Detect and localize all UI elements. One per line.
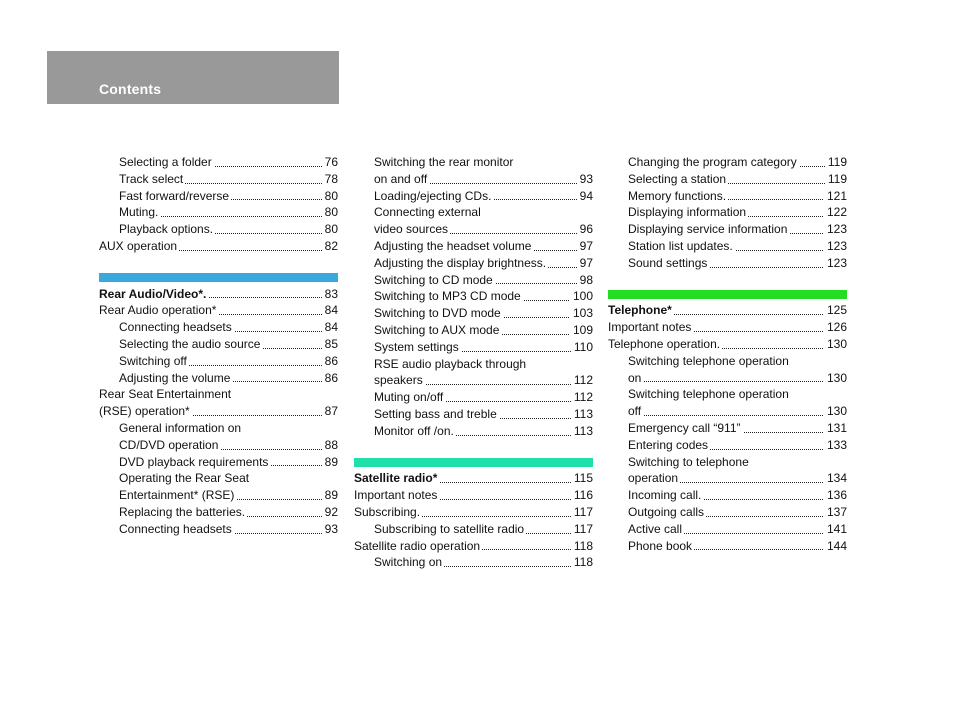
toc-entry[interactable] xyxy=(99,204,338,221)
toc-entry-title: Selecting a station xyxy=(628,171,727,186)
toc-entry-title: Connecting external xyxy=(374,205,481,220)
toc-page-number: 113 xyxy=(571,423,593,440)
page-title: Contents xyxy=(99,81,162,97)
toc-entry[interactable] xyxy=(99,154,338,171)
toc-entry[interactable] xyxy=(354,204,593,221)
toc-entry[interactable] xyxy=(608,504,847,521)
toc-page-number: 118 xyxy=(571,554,593,571)
toc-entry[interactable] xyxy=(354,406,593,423)
toc-entry-title: Switching to CD mode xyxy=(374,272,493,287)
toc-entry-title: Switching to MP3 CD mode xyxy=(374,289,521,304)
toc-entry-title: Displaying service information xyxy=(628,222,788,237)
toc-entry-title: Connecting headsets xyxy=(119,320,232,335)
toc-entry-title: (RSE) operation* xyxy=(99,404,190,419)
toc-page-number: 117 xyxy=(571,521,593,538)
toc-entry-title: off xyxy=(628,404,642,419)
toc-entry[interactable] xyxy=(99,487,338,504)
toc-entry[interactable] xyxy=(354,554,593,571)
toc-entry-title: Telephone operation. xyxy=(608,336,721,351)
toc-page-number: 76 xyxy=(322,154,338,171)
toc-entry-title: Switching on xyxy=(374,555,443,570)
toc-entry-title: Operating the Rear Seat xyxy=(119,471,250,486)
toc-page-number: 93 xyxy=(577,171,593,188)
toc-entry-title: Rear Seat Entertainment xyxy=(99,387,232,402)
toc-section-heading[interactable] xyxy=(354,470,593,487)
toc-entry[interactable] xyxy=(99,454,338,471)
toc-entry[interactable] xyxy=(354,188,593,205)
toc-entry-title: Adjusting the headset volume xyxy=(374,238,532,253)
toc-entry[interactable] xyxy=(608,487,847,504)
section-color-bar xyxy=(99,273,338,282)
toc-entry[interactable] xyxy=(608,470,847,487)
toc-entry-title: Subscribing to satellite radio xyxy=(374,521,525,536)
toc-page-number: 100 xyxy=(570,288,593,305)
toc-page-number: 94 xyxy=(577,188,593,205)
toc-entry[interactable] xyxy=(99,521,338,538)
toc-page-number: 80 xyxy=(322,204,338,221)
toc-entry[interactable] xyxy=(608,538,847,555)
toc-entry-title: Rear Audio/Video*. xyxy=(99,286,207,301)
toc-page-number: 98 xyxy=(577,272,593,289)
toc-entry-title: on and off xyxy=(374,171,428,186)
toc-entry[interactable] xyxy=(99,302,338,319)
toc-entry-title: System settings xyxy=(374,339,459,354)
toc-entry[interactable] xyxy=(354,305,593,322)
toc-page-number: 96 xyxy=(577,221,593,238)
toc-entry[interactable] xyxy=(354,389,593,406)
toc-entry-title: Telephone* xyxy=(608,303,672,318)
toc-entry-title: Emergency call “911” xyxy=(628,420,741,435)
toc-page-number: 134 xyxy=(824,470,847,487)
toc-column-2 xyxy=(354,154,593,571)
toc-entry[interactable] xyxy=(608,336,847,353)
toc-page-number: 126 xyxy=(824,319,847,336)
toc-page-number: 115 xyxy=(571,470,593,487)
toc-page-number: 87 xyxy=(322,403,338,420)
toc-page-number: 83 xyxy=(322,286,338,303)
toc-page-number: 97 xyxy=(577,255,593,272)
toc-entry-title: on xyxy=(628,370,642,385)
toc-page-number: 84 xyxy=(322,319,338,336)
toc-page-number: 144 xyxy=(824,538,847,555)
toc-page-number: 121 xyxy=(824,188,847,205)
toc-page-number: 141 xyxy=(824,521,847,538)
toc-entry-title: Switching to telephone xyxy=(628,454,749,469)
toc-page-number: 131 xyxy=(824,420,847,437)
toc-entry[interactable] xyxy=(608,255,847,272)
toc-entry-title: Adjusting the volume xyxy=(119,370,231,385)
toc-entry-title: Selecting the audio source xyxy=(119,336,261,351)
toc-entry-title: speakers xyxy=(374,373,423,388)
toc-page-number: 136 xyxy=(824,487,847,504)
toc-page-number: 125 xyxy=(824,302,847,319)
toc-entry-title: Track select xyxy=(119,171,184,186)
toc-page-number: 130 xyxy=(824,336,847,353)
toc-page-number: 86 xyxy=(322,370,338,387)
toc-page-number: 112 xyxy=(571,372,593,389)
toc-entry-title: Outgoing calls xyxy=(628,504,705,519)
section-color-bar xyxy=(608,290,847,299)
toc-entry[interactable] xyxy=(608,154,847,171)
toc-entry[interactable] xyxy=(99,504,338,521)
toc-entry-title: Active call xyxy=(628,521,683,536)
section-gap xyxy=(354,440,593,454)
toc-column-1 xyxy=(99,154,338,538)
toc-page-number: 86 xyxy=(322,353,338,370)
toc-entry-title: Memory functions. xyxy=(628,188,727,203)
toc-entry[interactable] xyxy=(608,238,847,255)
toc-page-number: 88 xyxy=(322,437,338,454)
toc-page-number: 118 xyxy=(571,538,593,555)
toc-page-number: 122 xyxy=(824,204,847,221)
dot-leader xyxy=(628,414,847,416)
toc-entry-title: Muting. xyxy=(119,205,159,220)
toc-entry-title: Phone book xyxy=(628,538,693,553)
toc-entry-title: Rear Audio operation* xyxy=(99,303,217,318)
toc-entry-title: Muting on/off xyxy=(374,390,444,405)
toc-page-number: 116 xyxy=(571,487,593,504)
toc-page-number: 89 xyxy=(322,487,338,504)
toc-entry[interactable] xyxy=(354,221,593,238)
toc-entry-title: Switching to DVD mode xyxy=(374,306,501,321)
toc-page-number: 113 xyxy=(571,406,593,423)
toc-entry[interactable] xyxy=(608,437,847,454)
toc-entry[interactable] xyxy=(354,538,593,555)
toc-entry[interactable] xyxy=(608,221,847,238)
toc-page-number: 103 xyxy=(570,305,593,322)
toc-entry[interactable] xyxy=(354,372,593,389)
toc-page-number: 80 xyxy=(322,221,338,238)
toc-entry-title: Switching the rear monitor xyxy=(374,155,514,169)
toc-page-number: 78 xyxy=(322,171,338,188)
toc-entry[interactable] xyxy=(99,386,338,403)
toc-entry-title: Monitor off /on. xyxy=(374,423,454,438)
toc-entry[interactable] xyxy=(354,255,593,272)
toc-entry-title: AUX operation xyxy=(99,238,178,253)
toc-entry[interactable] xyxy=(608,403,847,420)
contents-header-tab xyxy=(47,51,339,104)
toc-entry[interactable] xyxy=(608,454,847,471)
toc-entry[interactable] xyxy=(99,420,338,437)
toc-entry[interactable] xyxy=(608,188,847,205)
section-gap xyxy=(99,255,338,269)
toc-entry[interactable] xyxy=(608,386,847,403)
toc-entry[interactable] xyxy=(354,272,593,289)
toc-entry-title: RSE audio playback through xyxy=(374,356,527,371)
toc-entry-title: Changing the program category xyxy=(628,155,797,169)
toc-entry-title: Replacing the batteries. xyxy=(119,504,246,519)
toc-entry[interactable] xyxy=(608,319,847,336)
toc-page-number: 112 xyxy=(571,389,593,406)
toc-page-number: 123 xyxy=(824,255,847,272)
toc-entry-title: Important notes xyxy=(608,320,692,335)
toc-entry[interactable] xyxy=(354,154,593,171)
toc-entry[interactable] xyxy=(354,487,593,504)
toc-page-number: 89 xyxy=(322,454,338,471)
toc-column-3 xyxy=(608,154,847,554)
toc-entry[interactable] xyxy=(99,370,338,387)
dot-leader xyxy=(628,380,847,382)
toc-entry-title: Fast forward/reverse xyxy=(119,188,230,203)
toc-section-heading[interactable] xyxy=(99,286,338,303)
toc-entry[interactable] xyxy=(99,188,338,205)
toc-entry-title: Loading/ejecting CDs. xyxy=(374,188,492,203)
section-color-bar xyxy=(354,458,593,467)
toc-page-number: 123 xyxy=(824,221,847,238)
toc-entry[interactable] xyxy=(608,420,847,437)
toc-entry-title: Playback options. xyxy=(119,222,214,237)
toc-page-number: 117 xyxy=(571,504,593,521)
toc-entry-title: Sound settings xyxy=(628,255,708,270)
toc-entry-title: Switching to AUX mode xyxy=(374,322,500,337)
toc-entry-title: Displaying information xyxy=(628,205,747,220)
toc-section-heading[interactable] xyxy=(608,302,847,319)
toc-page-number: 137 xyxy=(824,504,847,521)
toc-entry-title: DVD playback requirements xyxy=(119,454,269,469)
toc-page-number: 109 xyxy=(570,322,593,339)
toc-entry[interactable] xyxy=(354,238,593,255)
toc-entry-title: video sources xyxy=(374,222,449,237)
toc-page-number: 80 xyxy=(322,188,338,205)
toc-entry[interactable] xyxy=(354,521,593,538)
toc-entry-title: Subscribing. xyxy=(354,504,421,519)
toc-page-number: 85 xyxy=(322,336,338,353)
toc-page-number: 93 xyxy=(322,521,338,538)
toc-entry[interactable] xyxy=(354,504,593,521)
toc-page-number: 130 xyxy=(824,403,847,420)
toc-entry-title: Selecting a folder xyxy=(119,155,212,169)
toc-page-number: 84 xyxy=(322,302,338,319)
toc-entry-title: Connecting headsets xyxy=(119,521,232,536)
toc-entry-title: Satellite radio* xyxy=(354,471,438,486)
toc-entry[interactable] xyxy=(354,288,593,305)
toc-page-number: 133 xyxy=(824,437,847,454)
toc-entry[interactable] xyxy=(99,403,338,420)
toc-entry[interactable] xyxy=(354,339,593,356)
toc-page-number: 97 xyxy=(577,238,593,255)
toc-entry[interactable] xyxy=(354,356,593,373)
toc-entry[interactable] xyxy=(608,353,847,370)
toc-entry-title: Entertainment* (RSE) xyxy=(119,488,235,503)
toc-entry[interactable] xyxy=(99,437,338,454)
toc-entry[interactable] xyxy=(99,221,338,238)
toc-entry[interactable] xyxy=(99,319,338,336)
section-gap xyxy=(608,272,847,286)
toc-entry-title: Setting bass and treble xyxy=(374,406,497,421)
toc-page-number: 119 xyxy=(825,171,847,188)
toc-entry[interactable] xyxy=(354,322,593,339)
toc-entry-title: Switching telephone operation xyxy=(628,353,789,368)
toc-page-number: 130 xyxy=(824,370,847,387)
toc-entry-title: Switching telephone operation xyxy=(628,387,789,402)
toc-entry-title: General information on xyxy=(119,420,242,435)
toc-entry[interactable] xyxy=(99,171,338,188)
toc-entry-title: Switching off xyxy=(119,353,187,368)
toc-entry[interactable] xyxy=(354,171,593,188)
toc-entry[interactable] xyxy=(608,171,847,188)
toc-entry[interactable] xyxy=(99,470,338,487)
toc-entry-title: Adjusting the display brightness. xyxy=(374,255,547,270)
toc-entry-title: Entering codes xyxy=(628,437,709,452)
toc-entry[interactable] xyxy=(608,204,847,221)
toc-entry-title: Incoming call. xyxy=(628,488,702,503)
toc-entry[interactable] xyxy=(99,336,338,353)
toc-entry[interactable] xyxy=(354,423,593,440)
toc-page-number: 119 xyxy=(825,154,847,171)
toc-entry-title: Satellite radio operation xyxy=(354,538,481,553)
toc-page-number: 92 xyxy=(322,504,338,521)
toc-page-number: 123 xyxy=(824,238,847,255)
toc-entry[interactable] xyxy=(608,370,847,387)
toc-entry-title: operation xyxy=(628,471,679,486)
toc-entry[interactable] xyxy=(608,521,847,538)
toc-entry[interactable] xyxy=(99,238,338,255)
toc-entry-title: CD/DVD operation xyxy=(119,437,219,452)
toc-page-number: 110 xyxy=(571,339,593,356)
toc-entry-title: Important notes xyxy=(354,488,438,503)
toc-page-number: 82 xyxy=(322,238,338,255)
toc-entry[interactable] xyxy=(99,353,338,370)
toc-entry-title: Station list updates. xyxy=(628,238,733,253)
